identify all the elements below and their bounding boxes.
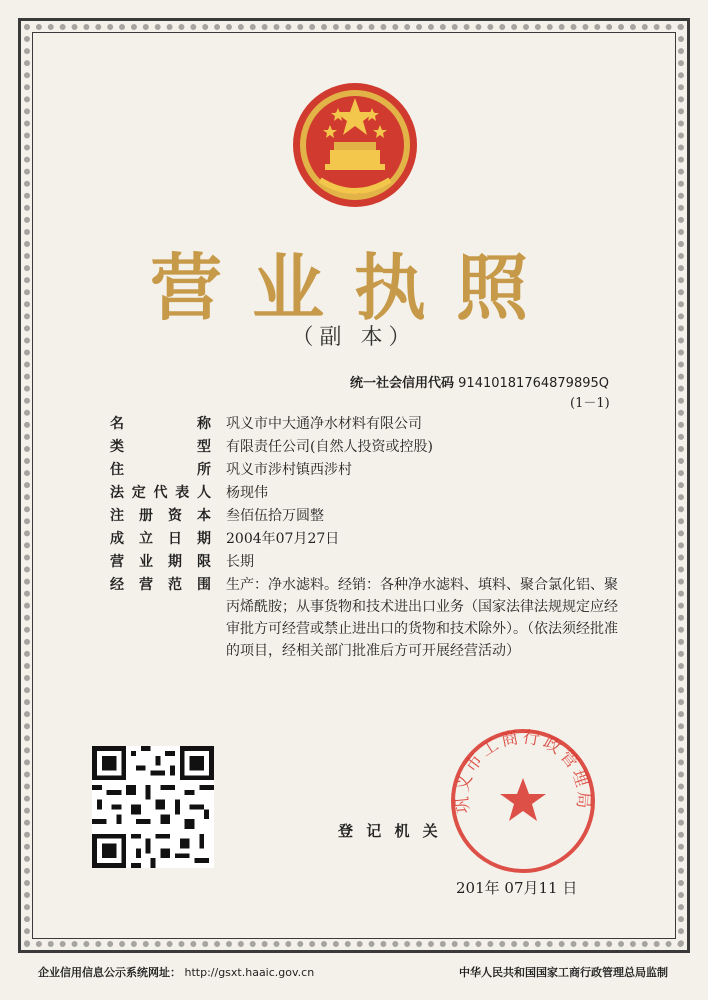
official-seal-stamp [448,726,598,876]
footer-supervisor: 中华人民共和国国家工商行政管理总局监制 [459,966,668,979]
issue-date: 201年 07月11 日 [456,879,578,897]
field-legal-rep [110,482,630,505]
footer-website-url: http://gsxt.haaic.gov.cn [184,966,315,979]
field-value: 叁佰伍拾万圆整 [226,508,324,524]
field-label: 注册资本 [110,508,212,524]
credit-code-value: 91410181764879895Q [458,376,609,391]
field-label: 营业期限 [110,554,212,570]
field-name [110,413,630,436]
field-address [110,459,630,482]
field-value: 杨现伟 [226,485,268,501]
registration-office: 登 记 机 关 [338,822,442,840]
copy-subtitle: （副 本） [291,325,417,350]
field-scope [110,574,630,662]
license-fields [110,413,630,662]
national-emblem-icon [290,80,420,210]
qr-code-icon [92,746,214,868]
field-term [110,551,630,574]
field-value: 巩义市涉村镇西涉村 [226,462,352,478]
copy-index: (1－1) [570,396,610,411]
field-label: 法定代表人 [110,485,212,501]
page-title: 营业执照 [149,245,558,330]
field-type [110,436,630,459]
field-value: 有限责任公司(自然人投资或控股) [226,439,433,455]
field-label: 类 型 [110,439,212,455]
credit-code-label: 统一社会信用代码 [350,376,455,391]
field-value: 2004年07月27日 [226,531,340,547]
field-capital [110,505,630,528]
svg-text:巩义市工商行政管理局: 巩义市工商行政管理局 [452,727,594,815]
credit-code [350,372,609,391]
field-value: 长期 [226,554,254,570]
field-established [110,528,630,551]
field-value: 生产：净水滤料。经销：各种净水滤料、填料、聚合氯化铝、聚丙烯酰胺；从事货物和技术进出口业务（国家法律法规规定应经审批方可经营或禁止进出口的货物和技术除外）。（依法须经批准的项目，经相关部门批准后方可开展经营活动） [226,577,618,659]
field-label: 名 称 [110,416,212,432]
field-value: 巩义市中大通净水材料有限公司 [226,416,422,432]
field-label: 成立日期 [110,531,212,547]
footer-website-label: 企业信用信息公示系统网址： [38,966,181,979]
field-label: 经营范围 [110,577,212,593]
footer-website [38,964,314,980]
field-label: 住 所 [110,462,212,478]
